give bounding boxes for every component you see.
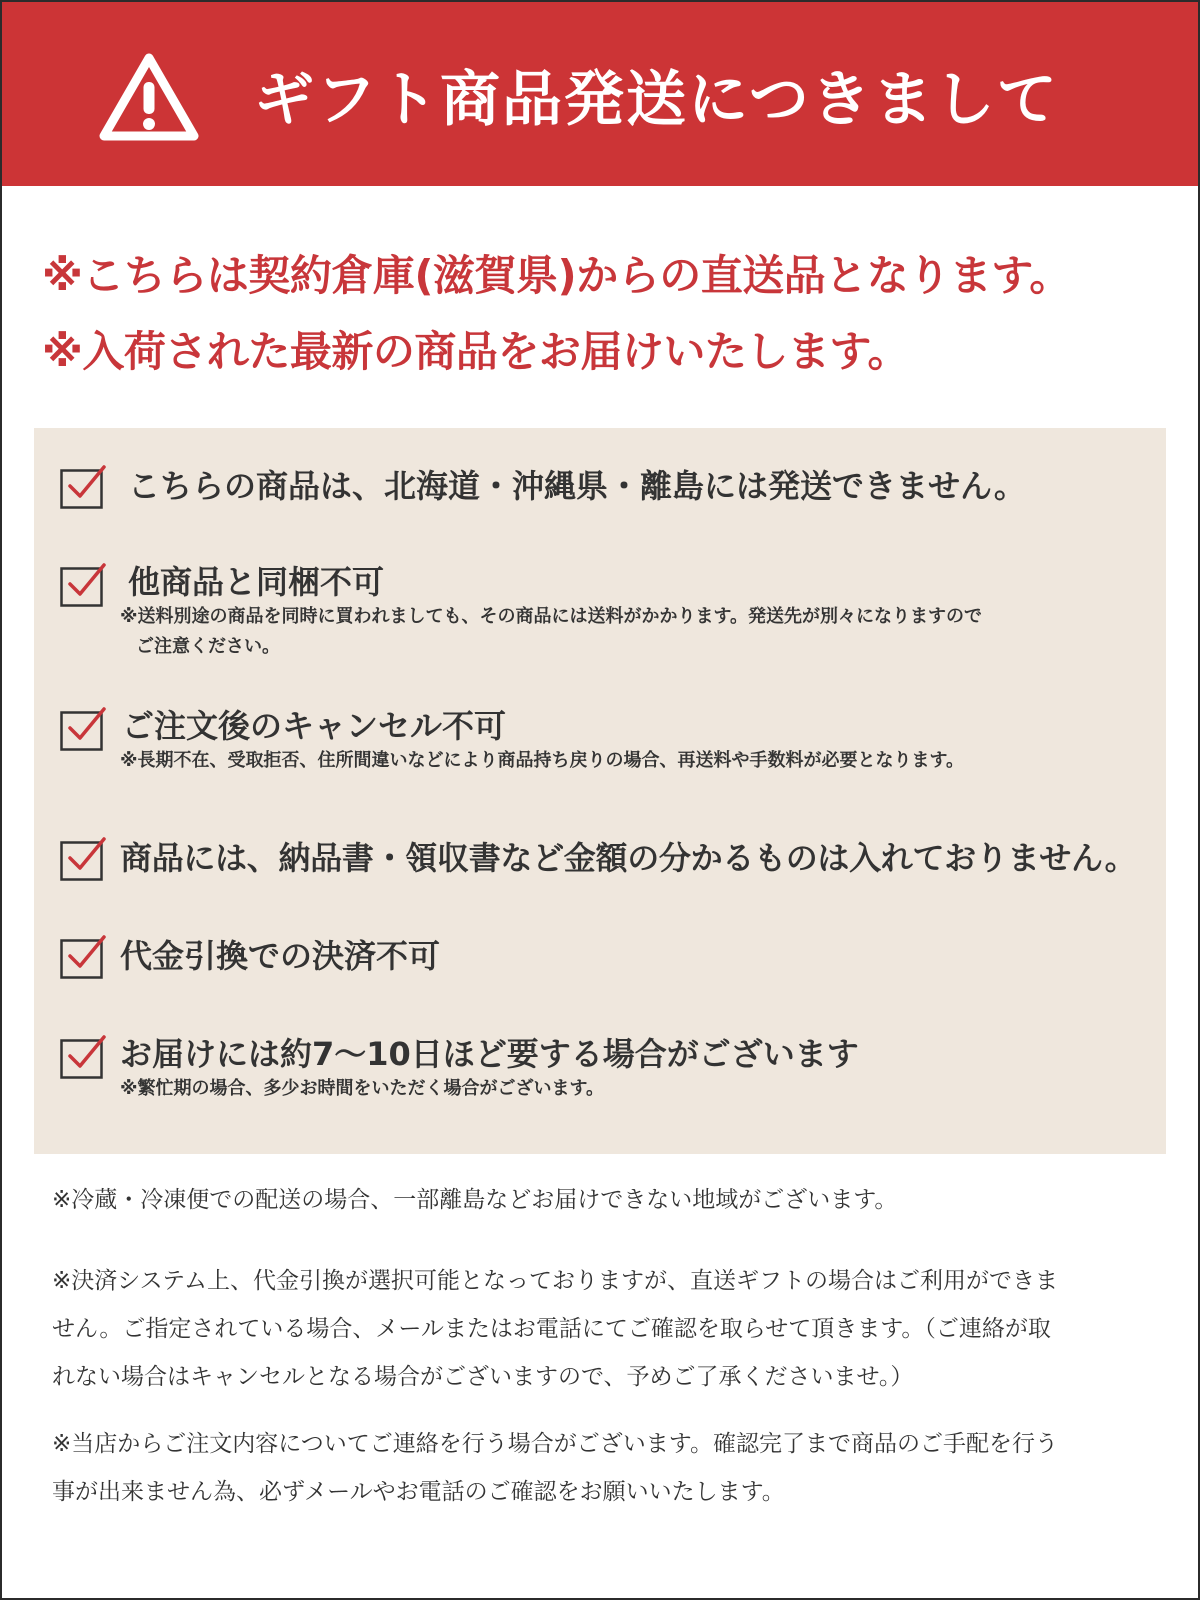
footer-note-line: ※冷蔵・冷凍便での配送の場合、一部離島などお届けできない地域がございます。 <box>52 1187 898 1213</box>
condition-title: ご注文後のキャンセル不可 <box>122 707 507 745</box>
footer-note-payment <box>52 1257 1162 1401</box>
notice-latest-stock: ※入荷された最新の商品をお届けいたします。 <box>42 327 909 376</box>
conditions-panel <box>34 428 1166 1154</box>
footer-note-line: れない場合はキャンセルとなる場合がございますので、予めご了承くださいませ。） <box>52 1364 914 1390</box>
checkbox-checked-icon <box>60 562 106 608</box>
header-banner <box>2 2 1198 186</box>
condition-title: こちらの商品は、北海道・沖縄県・離島には発送できません。 <box>128 467 1026 505</box>
footer-note-line: ※決済システム上、代金引換が選択可能となっておりますが、直送ギフトの場合はご利用ができま <box>52 1268 1058 1294</box>
header-title: ギフト商品発送につきまして <box>254 65 1059 135</box>
checkbox-checked-icon <box>60 934 106 980</box>
checkbox-checked-icon <box>60 1034 106 1080</box>
warning-triangle-icon <box>98 52 200 144</box>
footer-note-line: 事が出来ません為、必ずメールやお電話のご確認をお願いいたします。 <box>52 1479 785 1505</box>
condition-note-line: ご注意ください。 <box>136 636 280 657</box>
footer-note-line: ※当店からご注文内容についてご連絡を行う場合がございます。確認完了まで商品のご手配を行う <box>52 1431 1058 1457</box>
condition-title: 代金引換での決済不可 <box>120 937 441 975</box>
condition-note-line: ※送料別途の商品を同時に買われましても、その商品には送料がかかります。発送先が別々になりますので <box>120 606 983 627</box>
notice-direct-shipping: ※こちらは契約倉庫(滋賀県)からの直送品となります。 <box>42 251 1071 300</box>
footer-note-contact <box>52 1420 1162 1516</box>
condition-title: 商品には、納品書・領収書など金額の分かるものは入れておりません。 <box>120 839 1137 877</box>
checkbox-checked-icon <box>60 706 106 752</box>
footer-note-line: せん。ご指定されている場合、メールまたはお電話にてご確認を取らせて頂きます。（ご連絡が取 <box>52 1316 1051 1342</box>
condition-note-line: ※長期不在、受取拒否、住所間違いなどにより商品持ち戻りの場合、再送料や手数料が必要となります。 <box>120 750 965 771</box>
condition-title: 他商品と同梱不可 <box>128 563 385 601</box>
checkbox-checked-icon <box>60 464 106 510</box>
condition-note-line: ※繁忙期の場合、多少お時間をいただく場合がございます。 <box>120 1078 605 1099</box>
condition-note <box>120 1074 604 1104</box>
condition-title: お届けには約7〜10日ほど要する場合がございます <box>120 1035 859 1073</box>
condition-note <box>120 602 982 662</box>
footer-note-cold-delivery <box>52 1176 1162 1224</box>
checkbox-checked-icon <box>60 836 106 882</box>
condition-note <box>120 746 964 776</box>
